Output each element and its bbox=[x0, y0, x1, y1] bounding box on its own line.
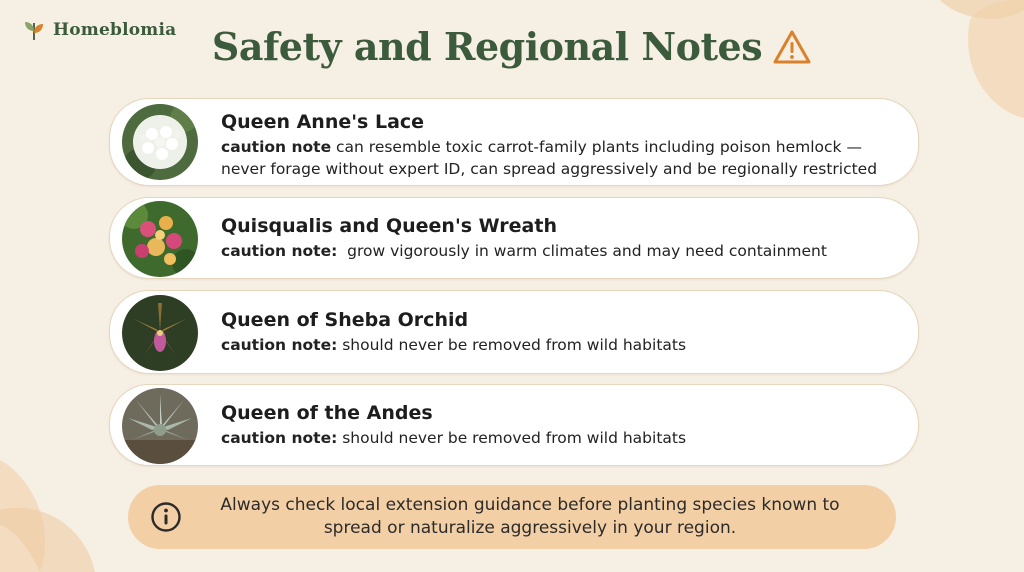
caution-text: can resemble toxic carrot-family plants including poison hemlock — never forage without expert ID, can spread aggressively and be regionally restricted bbox=[221, 138, 878, 178]
caution-note bbox=[221, 427, 898, 449]
caution-label: caution note: bbox=[221, 242, 338, 260]
plant-card-quisqualis bbox=[109, 197, 919, 279]
caution-note bbox=[221, 334, 898, 356]
caution-text: should never be removed from wild habitats bbox=[337, 336, 687, 354]
plant-thumbnail bbox=[122, 295, 198, 371]
plant-name: Quisqualis and Queen's Wreath bbox=[221, 215, 557, 237]
notice-text: Always check local extension guidance before planting species known to spread or naturalize aggressively in your region. bbox=[220, 495, 840, 538]
caution-label: caution note: bbox=[221, 429, 338, 447]
plant-card-sheba-orchid bbox=[109, 290, 919, 374]
brand-name: Homeblomia bbox=[53, 20, 177, 40]
plant-thumbnail bbox=[122, 388, 198, 464]
info-icon bbox=[150, 501, 182, 533]
caution-text: grow vigorously in warm climates and may need containment bbox=[337, 242, 827, 260]
page-title: Safety and Regional Notes bbox=[211, 24, 763, 69]
plant-card-queen-annes-lace bbox=[109, 98, 919, 186]
info-notice bbox=[128, 485, 896, 549]
caution-label: caution note: bbox=[221, 336, 338, 354]
caution-text: should never be removed from wild habitats bbox=[337, 429, 687, 447]
caution-note bbox=[221, 240, 898, 262]
plant-thumbnail bbox=[122, 201, 198, 277]
decorative-leaf-bottom-left bbox=[0, 440, 110, 572]
caution-note bbox=[221, 136, 898, 180]
warning-triangle-icon bbox=[772, 29, 812, 65]
plant-name: Queen of Sheba Orchid bbox=[221, 309, 469, 331]
plant-thumbnail bbox=[122, 104, 198, 180]
page-header bbox=[0, 24, 1024, 69]
caution-label: caution note bbox=[221, 138, 332, 156]
plant-name: Queen of the Andes bbox=[221, 402, 433, 424]
plant-card-queen-of-the-andes bbox=[109, 384, 919, 466]
plant-name: Queen Anne's Lace bbox=[221, 111, 425, 133]
